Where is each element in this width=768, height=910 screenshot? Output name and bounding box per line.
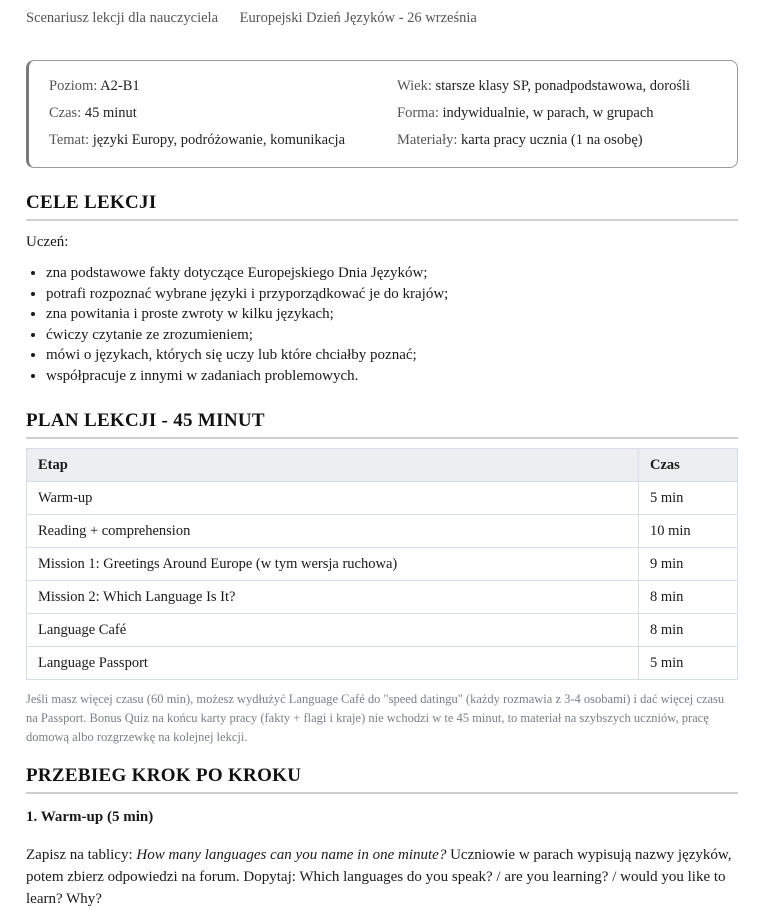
stage-cell: Mission 2: Which Language Is It? — [27, 581, 639, 614]
list-item: • ćwiczy czytanie ze zrozumieniem; — [46, 325, 448, 346]
list-item: • zna powitania i proste zwroty w kilku językach; — [46, 304, 448, 325]
document-type: Scenariusz lekcji dla nauczyciela — [26, 10, 219, 26]
steps-heading: PRZEBIEG KROK PO KROKU — [26, 765, 738, 794]
time-cell: 5 min — [639, 482, 738, 515]
time-cell: 8 min — [639, 614, 738, 647]
plan-heading: PLAN LEKCJI - 45 MINUT — [26, 410, 738, 439]
plan-note: Jeśli masz więcej czasu (60 min), możesz wydłużyć Language Café do "speed datingu" (każdy rozmawia z 3-4 osobami) i dać więcej czasu na Passport. Bonus Quiz na końcu karty pracy (fakty + flagi i kraje) nie wchodzi w te 45 minut, to materiał na szybszych uczniów, pracę domową albo rozgrzewkę na kolejnej lekcji. — [26, 692, 725, 744]
info-topic: Temat: języki Europy, podróżowanie, komunikacja — [49, 132, 346, 148]
info-level: Poziom: A2-B1 — [49, 78, 140, 94]
table-row — [27, 515, 738, 548]
lesson-plan-table — [26, 448, 738, 680]
list-item: • mówi o językach, których się uczy lub które chciałby poznać; — [46, 345, 448, 366]
table-row — [27, 548, 738, 581]
stage-cell: Reading + comprehension — [27, 515, 639, 548]
info-duration: Czas: 45 minut — [49, 105, 137, 121]
goals-heading: CELE LEKCJI — [26, 192, 738, 221]
lesson-info-box — [26, 60, 738, 168]
step-1-question: How many languages can you name in one minute? — [136, 847, 447, 863]
goals-intro: Uczeń: — [26, 234, 69, 250]
goals-list — [26, 263, 448, 386]
time-cell: 10 min — [639, 515, 738, 548]
info-materials: Materiały: karta pracy ucznia (1 na osobę) — [397, 132, 643, 148]
info-form: Forma: indywidualnie, w parach, w grupach — [397, 105, 654, 121]
page-header — [26, 10, 477, 27]
stage-cell: Mission 1: Greetings Around Europe (w tym wersja ruchowa) — [27, 548, 639, 581]
time-cell: 9 min — [639, 548, 738, 581]
stage-cell: Language Café — [27, 614, 639, 647]
table-row — [27, 647, 738, 680]
list-item: • potrafi rozpoznać wybrane języki i przyporządkować je do krajów; — [46, 284, 448, 305]
list-item: • współpracuje z innymi w zadaniach problemowych. — [46, 366, 448, 387]
table-row — [27, 581, 738, 614]
column-header-stage: Etap — [27, 449, 639, 482]
table-row — [27, 614, 738, 647]
table-header-row — [27, 449, 738, 482]
stage-cell: Language Passport — [27, 647, 639, 680]
info-age: Wiek: starsze klasy SP, ponadpodstawowa, dorośli — [397, 78, 691, 94]
time-cell: 8 min — [639, 581, 738, 614]
step-1-heading: 1. Warm-up (5 min) — [26, 809, 154, 825]
column-header-time: Czas — [639, 449, 738, 482]
table-row — [27, 482, 738, 515]
step-1-text: Zapisz na tablicy: How many languages can you name in one minute? Uczniowie w parach wypisują nazwy języków, potem zbierz odpowiedzi na forum. Dopytaj: Which languages do you speak? / are you learning? / would you like to learn? Why? — [26, 847, 732, 907]
event-title: Europejski Dzień Języków - 26 września — [239, 10, 477, 26]
list-item: • zna podstawowe fakty dotyczące Europejskiego Dnia Języków; — [46, 263, 448, 284]
time-cell: 5 min — [639, 647, 738, 680]
stage-cell: Warm-up — [27, 482, 639, 515]
